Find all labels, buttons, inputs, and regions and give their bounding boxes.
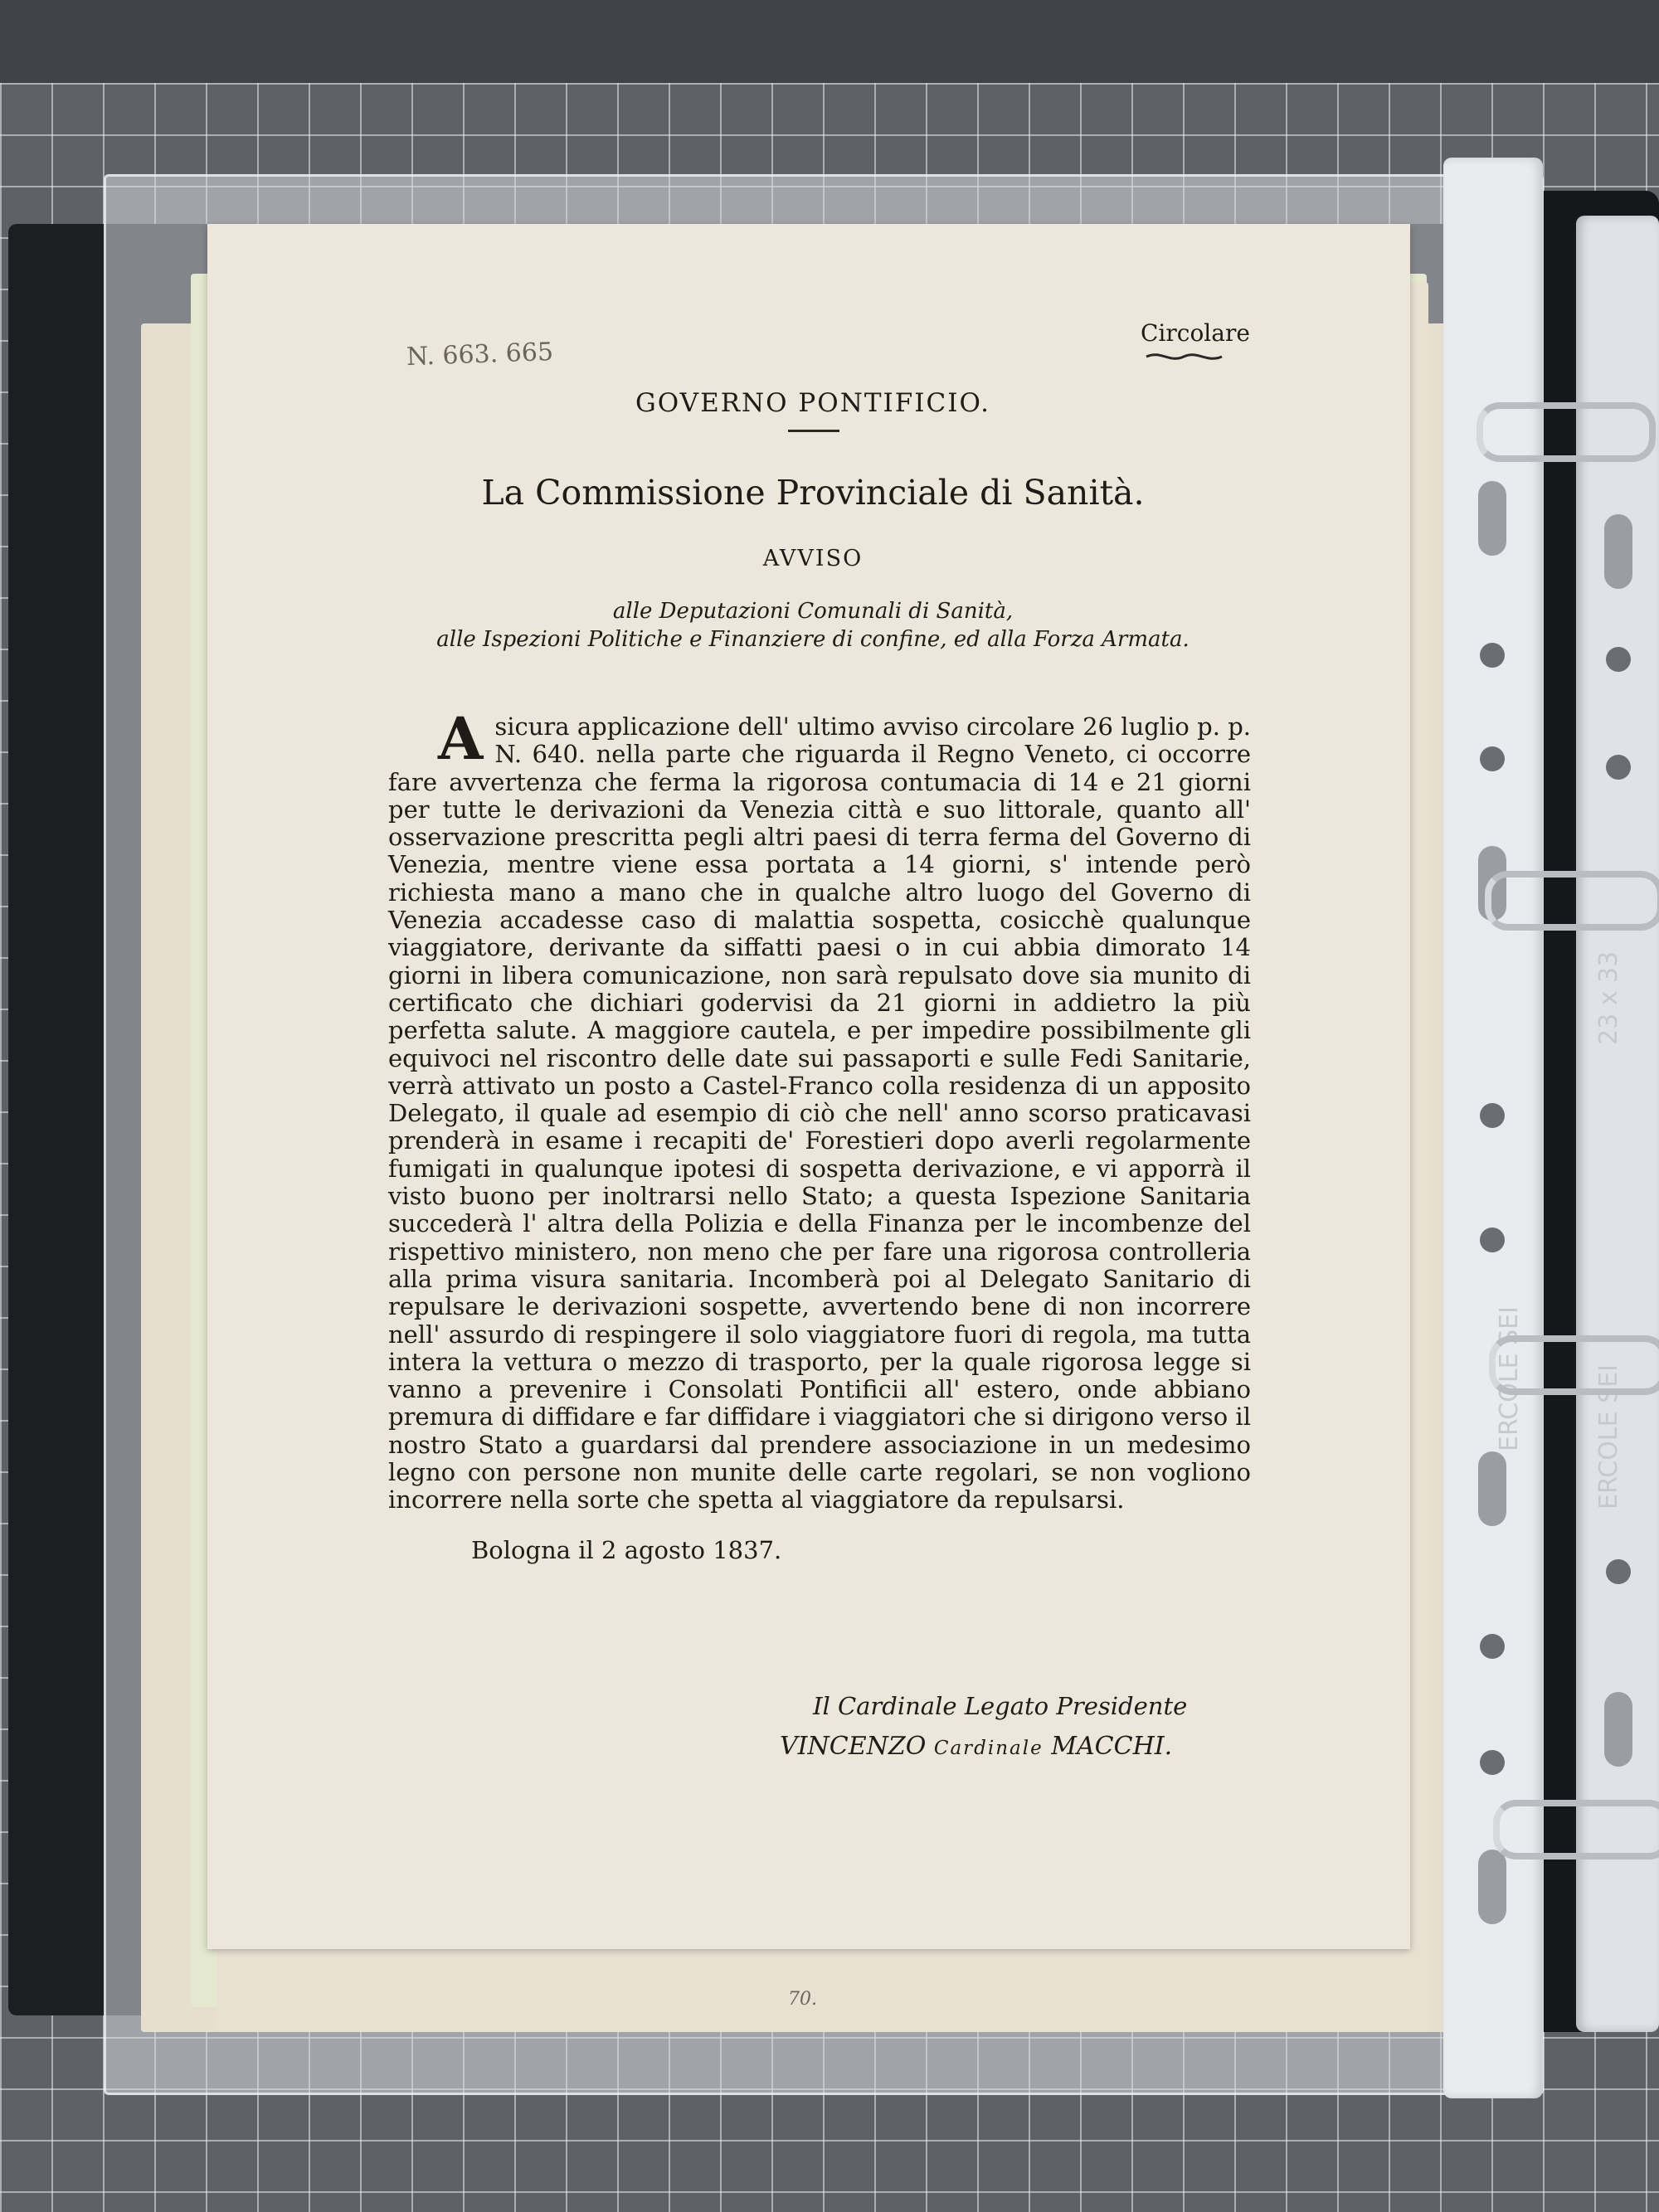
binder-ring: [1485, 871, 1659, 931]
signatory-first-name: VINCENZO: [780, 1732, 927, 1761]
signatory-surname: MACCHI.: [1051, 1732, 1173, 1761]
punch-slot: [1604, 1692, 1632, 1767]
punch-hole: [1480, 1228, 1505, 1252]
notice-body: [388, 704, 1251, 1514]
strip-size-label: 23 x 33: [1594, 950, 1623, 1045]
punch-hole: [1606, 1559, 1631, 1584]
body-paragraph: sicura applicazione dell' ultimo avviso circolare 26 luglio p. p. N. 640. nella parte che riguarda il Regno Veneto, ci occorre fare avvertenza che ferma la rigorosa contumacia di 14 e 21 giorni per tutte le derivazioni da Venezia città e suo littorale, quanto all' osservazione prescritta pegli altri paesi di terra ferma del Governo di Venezia, mentre viene essa portata a 14 giorni, s' intende però richiesta mano a mano che in qualche altro luogo del Governo di Venezia accadesse caso di malattia sospetta, cosicchè qualunque viaggiatore, derivante da siffatti paesi o in cui abbia dimorato 14 giorni in libera comunicazione, non sarà repulsato dove sia munito di certificato che dichiari godervisi da 21 giorni in addietro la più perfetta salute. A maggiore cautela, e per impedire possibilmente gli equivoci nel riscontro delle date sui passaporti e sulle Fedi Sanitarie, verrà attivato un posto a Castel-Franco colla residenza di un apposito Delegato, il quale ad esempio di ciò che nell' anno scorso praticavasi prenderà in esame i recapiti de' Forestieri dopo averli regolarmente fumigati in qualunque ipotesi di sospetta derivazione, e vi apporrà il visto buono per inoltrarsi nello Stato; a questa Ispezione Sanitaria succederà l' altra della Polizia e della Finanza per le incombenze del rispettivo ministero, non meno che per fare una rigorosa controlleria alla prima visura sanitaria. Incomberà poi al Delegato Sanitario di repulsare le derivazioni sospette, avvertendo bene di non incorrere nell' assurdo di respingere il solo viaggiatore fuori di regola, ma tutta intera la vettura o mezzo di trasporto, per la quale rigorosa legge si vanno a prevenire i Consolati Pontificii all' estero, onde abbiano premura di diffidare e far diffidare i viaggiatori che si dirigono verso il nostro Stato a guardarsi dal prendere associazione in un medesimo legno con persone non munite delle carte regolari, se non vogliono incorrere nella sorte che spetta al viaggiatore da repulsarsi.: [388, 712, 1251, 1514]
punch-hole: [1606, 755, 1631, 780]
punch-hole: [1480, 1634, 1505, 1659]
binder-ring: [1493, 1800, 1659, 1860]
punch-hole: [1606, 647, 1631, 672]
government-heading: GOVERNO PONTIFICIO.: [635, 388, 990, 418]
signatory-name: [780, 1732, 1172, 1761]
signatory-rank: Cardinale: [933, 1738, 1044, 1759]
strip-brand-label: ERCOLE SEI: [1495, 1306, 1524, 1451]
drop-cap: A: [438, 704, 484, 773]
punch-slot: [1478, 481, 1506, 556]
punch-slot: [1604, 514, 1632, 589]
mat-top-strip: [0, 0, 1659, 91]
addressee-line: alle Ispezioni Politiche e Finanziere di confine, ed alla Forza Armata.: [436, 627, 1190, 652]
punch-hole: [1480, 643, 1505, 668]
punch-slot: [1478, 1850, 1506, 1924]
notice-heading: AVVISO: [762, 546, 864, 571]
underlying-page-number: 70.: [788, 1989, 817, 2010]
binder-ring: [1477, 402, 1656, 462]
binder-ring: [1489, 1335, 1659, 1395]
addressee-line: alle Deputazioni Comunali di Sanità,: [612, 599, 1014, 624]
circolare-label: Circolare: [1141, 319, 1250, 347]
document-page: [207, 224, 1410, 1949]
punch-hole: [1480, 746, 1505, 771]
dateline: Bologna il 2 agosto 1837.: [471, 1536, 782, 1564]
punch-slot: [1478, 1451, 1506, 1526]
document-title: La Commissione Provinciale di Sanità.: [481, 473, 1145, 513]
punch-hole: [1480, 1750, 1505, 1775]
swash-ornament: [1145, 350, 1224, 363]
heading-rule: [788, 430, 839, 432]
archive-stamp: N. 663. 665: [406, 337, 554, 372]
strip-brand-label: ERCOLE SEI: [1594, 1364, 1623, 1510]
punch-hole: [1480, 1103, 1505, 1128]
sleeve-punch-strip-back: [1576, 216, 1659, 2032]
signatory-title: Il Cardinale Legato Presidente: [813, 1692, 1188, 1720]
